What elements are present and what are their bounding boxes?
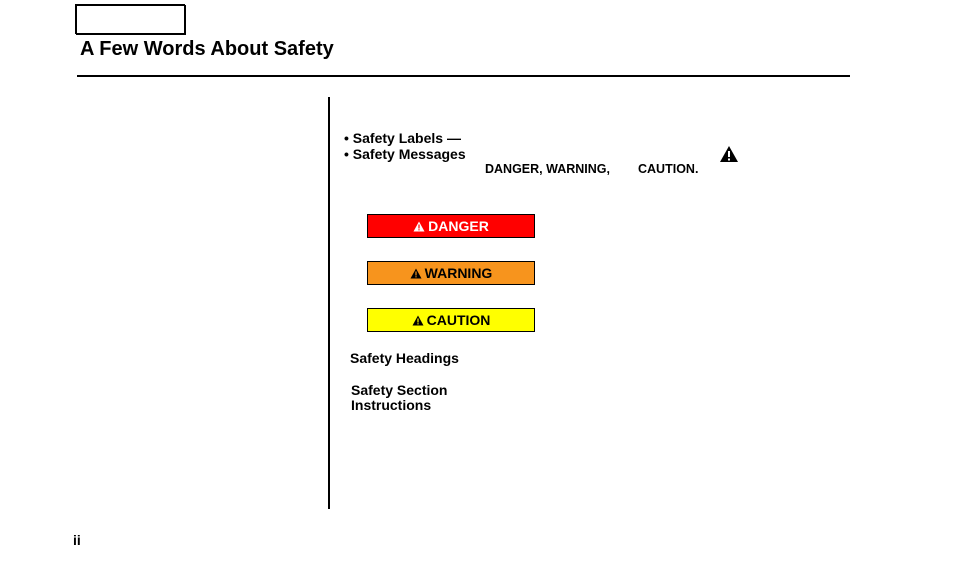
danger-label-text: DANGER: [428, 218, 489, 234]
instructions-heading: Instructions: [351, 397, 432, 413]
warning-label: [367, 261, 535, 285]
signal-words-danger-warning: DANGER, WARNING,: [485, 162, 610, 176]
warning-triangle-icon: [410, 268, 422, 279]
warning-triangle-icon: [719, 145, 739, 163]
safety-section-heading: Safety Section: [351, 382, 448, 398]
warning-triangle-icon: [413, 221, 425, 232]
signal-words-caution: CAUTION.: [638, 162, 699, 176]
section-tab-box: [75, 4, 185, 34]
bullet-safety-labels: • Safety Labels —: [344, 130, 461, 146]
bullet-safety-messages: • Safety Messages: [344, 146, 466, 162]
safety-headings-heading: Safety Headings: [350, 350, 459, 366]
caution-label: [367, 308, 535, 332]
warning-triangle-icon: [412, 315, 424, 326]
title-rule: [77, 75, 850, 77]
page-title: A Few Words About Safety: [80, 38, 334, 60]
column-divider: [328, 97, 330, 509]
page-number: ii: [73, 532, 81, 548]
caution-label-text: CAUTION: [426, 312, 491, 328]
warning-label-text: WARNING: [424, 265, 493, 281]
danger-label: [367, 214, 535, 238]
